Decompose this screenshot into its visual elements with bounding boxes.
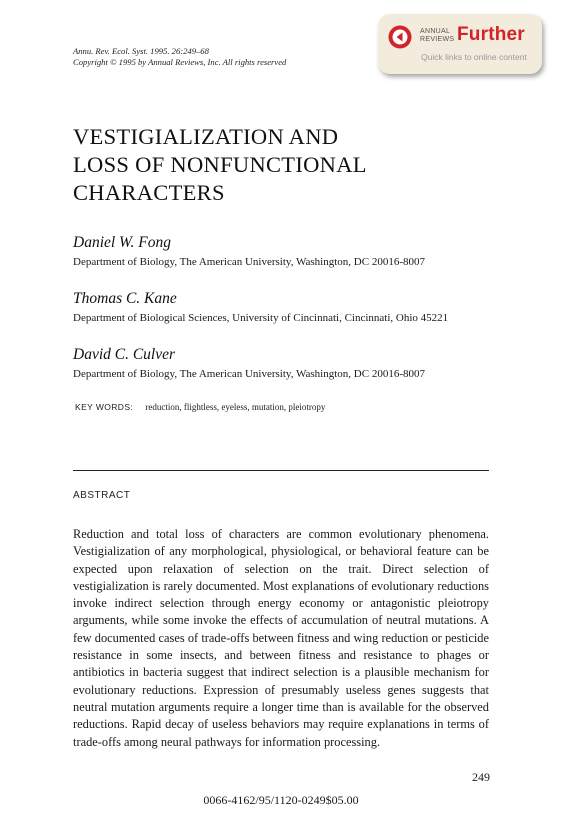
author-affiliation: Department of Biology, The American University, Washington, DC 20016-8007 xyxy=(73,368,425,380)
annual-reviews-further-badge[interactable] xyxy=(378,14,542,74)
author-name: Thomas C. Kane xyxy=(73,290,177,307)
play-circle-icon xyxy=(388,25,412,49)
author-block xyxy=(73,234,425,269)
title-line-2: LOSS OF NONFUNCTIONAL xyxy=(73,152,367,177)
author-affiliation: Department of Biology, The American University, Washington, DC 20016-8007 xyxy=(73,256,425,268)
journal-citation xyxy=(73,46,286,68)
title-line-3: CHARACTERS xyxy=(73,180,225,205)
badge-annual-reviews xyxy=(420,28,454,43)
section-divider xyxy=(73,470,489,471)
abstract-heading: ABSTRACT xyxy=(73,490,131,501)
author-name: Daniel W. Fong xyxy=(73,234,172,251)
badge-further-text: Further xyxy=(457,24,525,45)
page-number: 249 xyxy=(472,770,490,784)
author-block xyxy=(73,346,425,381)
paper-title xyxy=(73,123,367,207)
author-block xyxy=(73,290,448,325)
abstract-text: Reduction and total loss of characters are common evolutionary phenomena. Vestigialization of any morphological, physiological, or behavioral feature can be expected upon relaxation of selection on the trait. Direct selection of vestigialization is rarely documented. Most explanations of evolutionary reductions invoke indirect selection through energy economy or antagonistic pleiotropy arguments, while some invoke the effects of accumulation of neutral mutations. A few documented cases of trade-offs between fitness and wing reduction or pesticide resistance in some insects, and between fitness and resistance to phages or antibiotics in bacteria suggest that indirect selection is a plausible mechanism for evolutionary reductions. Expression of presumably useless genes suggests that neutral mutation arguments require a longer time than is available for the observed reductions. Rapid decay of useless behaviors may require explanations in terms of trade-offs among neural pathways for information processing. xyxy=(73,527,489,749)
author-affiliation: Department of Biological Sciences, University of Cincinnati, Cincinnati, Ohio 45221 xyxy=(73,312,449,324)
journal-line-1: Annu. Rev. Ecol. Syst. 1995. 26:249–68 xyxy=(73,46,209,56)
keywords-list: reduction, flightless, eyeless, mutation, pleiotropy xyxy=(145,402,326,412)
badge-subtitle: Quick links to online content xyxy=(421,52,527,62)
footer-code: 0066-4162/95/1120-0249$05.00 xyxy=(203,793,359,807)
badge-annual-text: ANNUAL xyxy=(420,28,451,35)
keywords-label: KEY WORDS: xyxy=(75,402,134,412)
keywords xyxy=(75,402,325,412)
author-name: David C. Culver xyxy=(73,346,176,363)
journal-line-2: Copyright © 1995 by Annual Reviews, Inc. All rights reserved xyxy=(73,57,287,67)
title-line-1: VESTIGIALIZATION AND xyxy=(73,124,339,149)
badge-reviews-text: REVIEWS xyxy=(420,35,455,43)
